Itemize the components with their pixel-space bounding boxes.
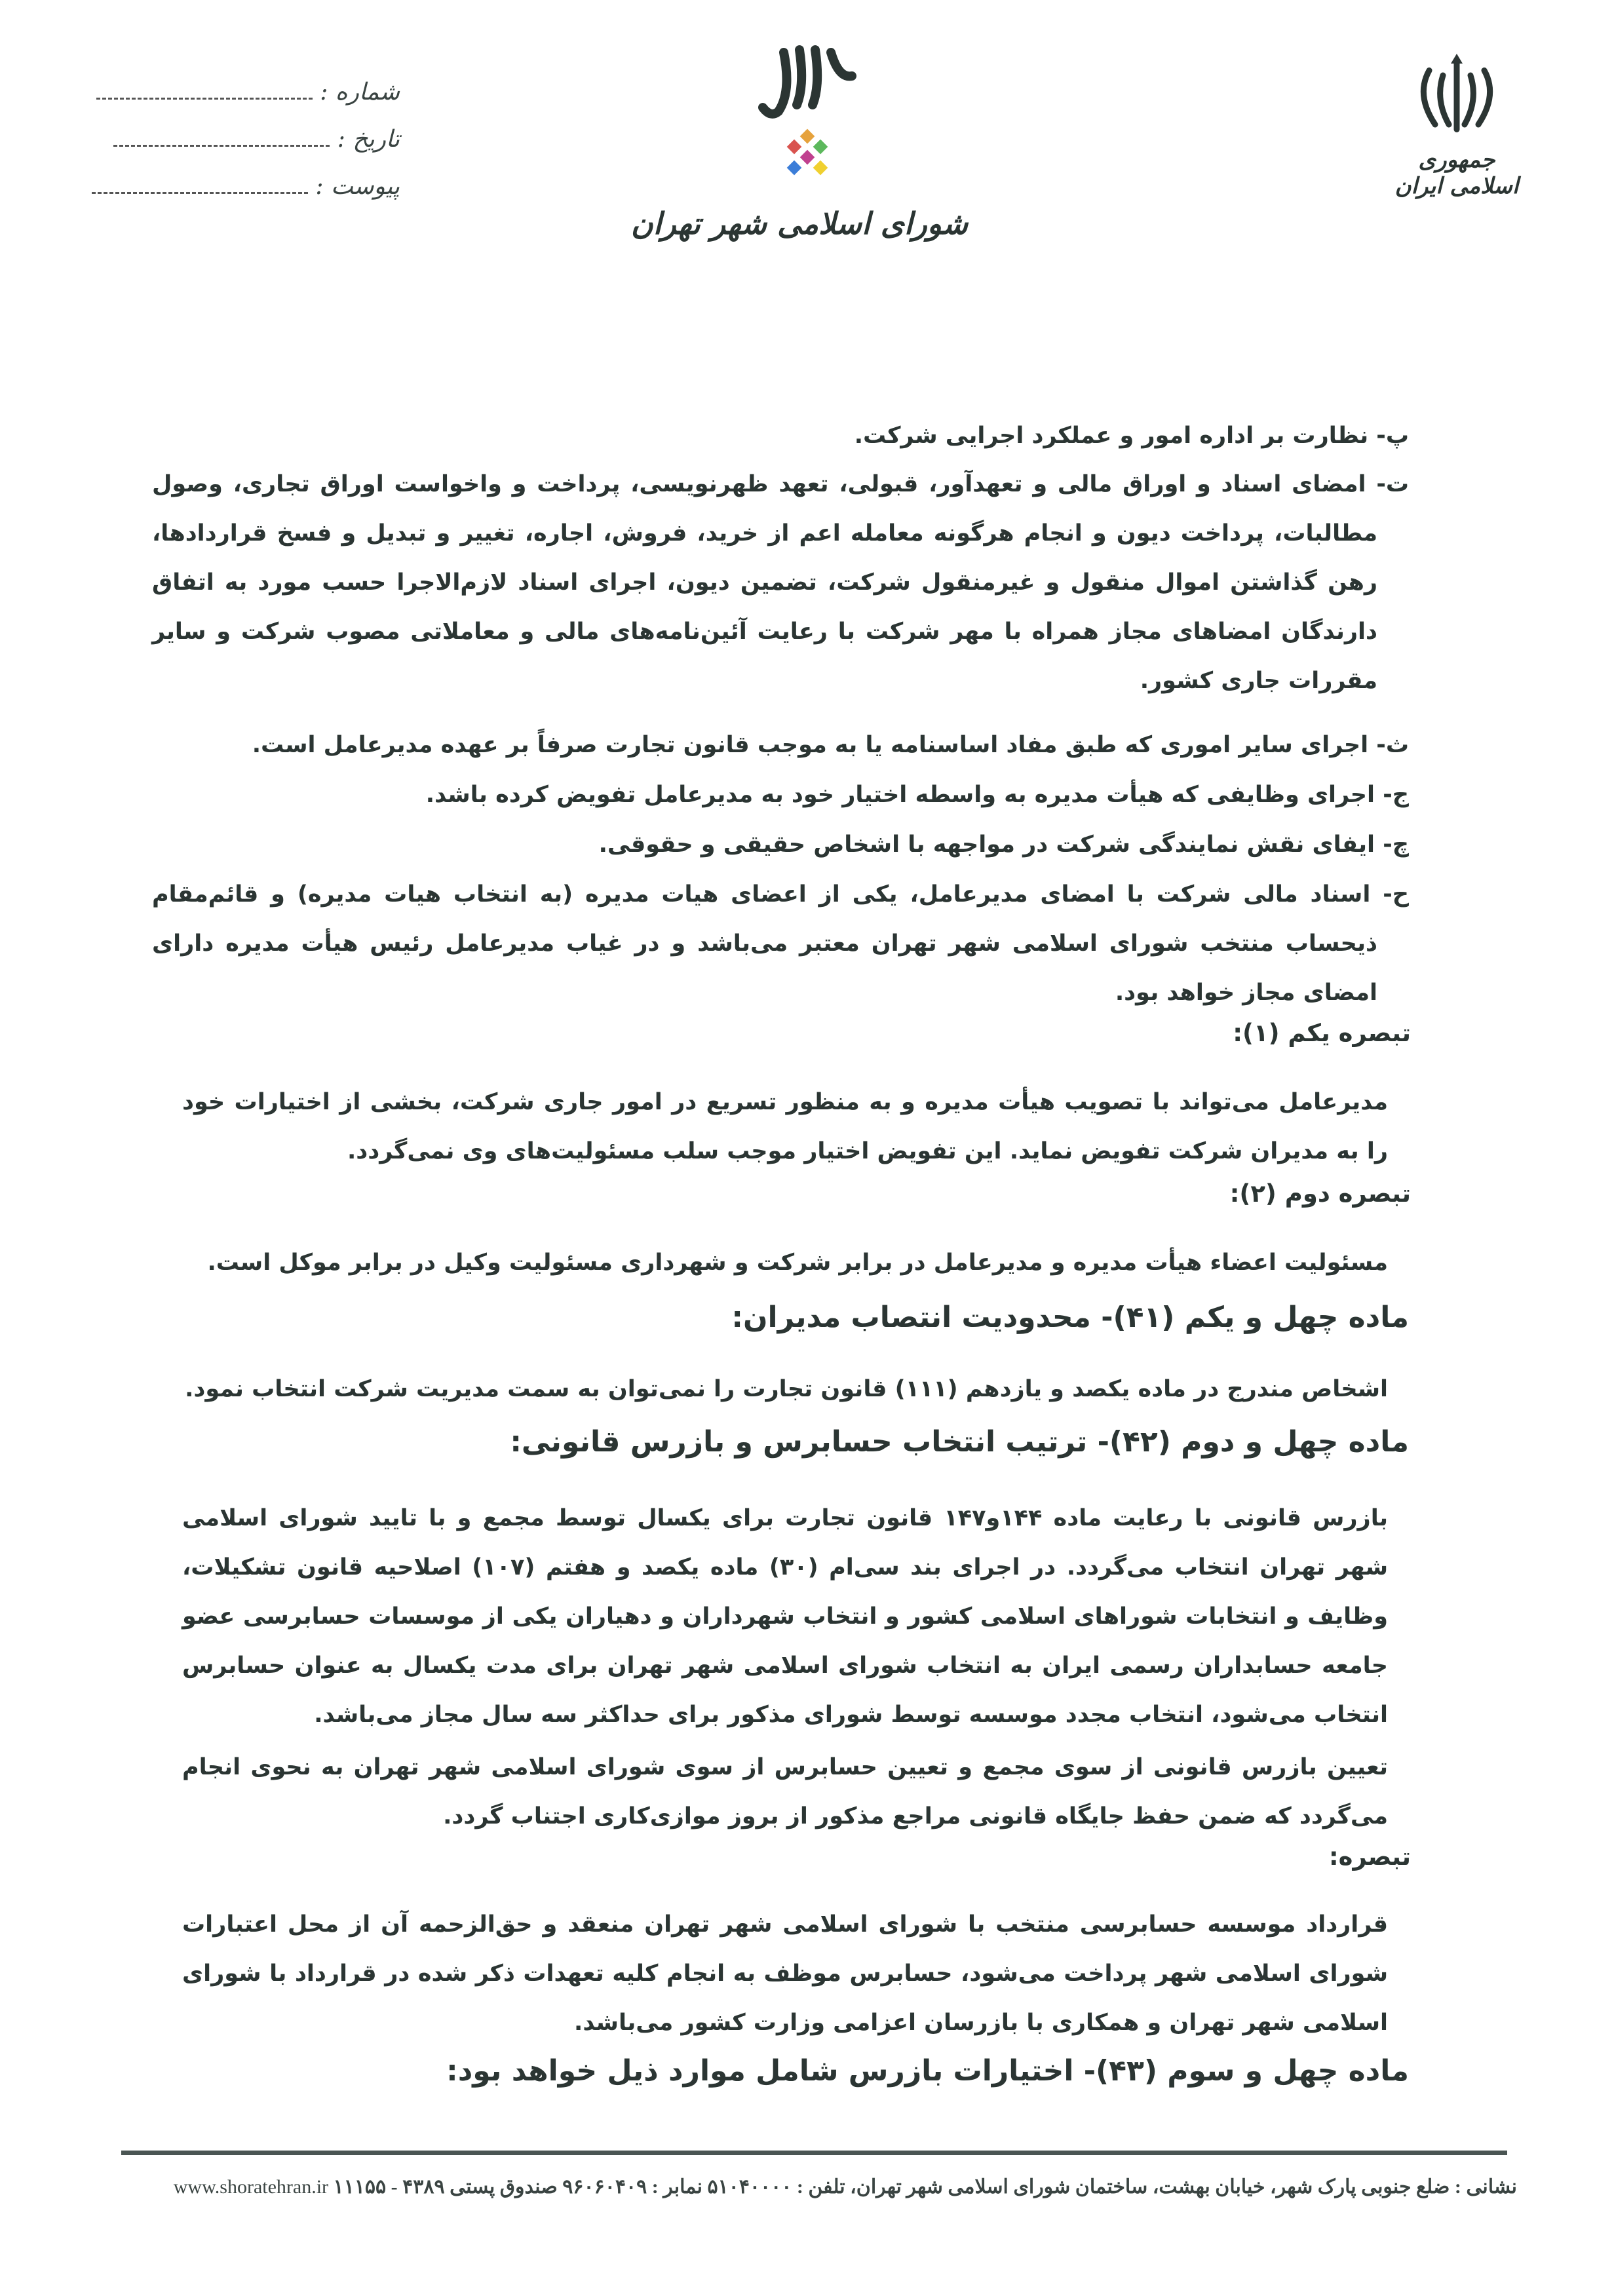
- item-label: پ-: [1376, 423, 1409, 449]
- article42-text-2: تعیین بازرس قانونی از سوی مجمع و تعیین حسابرس از سوی شورای اسلامی شهر تهران به نحوی انجام می‌گردد که ضمن حفظ جایگاه قانونی مراجع مذکور از بروز موازی‌کاری اجتناب گردد.: [182, 1754, 1388, 1829]
- document-meta: [92, 79, 400, 220]
- note3-text: قرارداد موسسه حسابرسی منتخب با شورای اسلامی شهر تهران منعقد و حق‌الزحمه آن از محل اعتبارات شورای اسلامی شهر پرداخت می‌شود، حسابرس موظف به انجام کلیه تعهدات ذکر شده در قرارداد با شورای اسلامی شهر تهران و همکاری با بازرسان اعزامی وزارت کشور می‌باشد.: [182, 1911, 1388, 2036]
- meta-number-field[interactable]: [96, 98, 313, 100]
- article41-text: اشخاص مندرج در ماده یکصد و یازدهم (۱۱۱) قانون تجارت را نمی‌توان به سمت مدیریت شرکت انتخاب نمود.: [185, 1376, 1388, 1402]
- council-logo: [629, 39, 970, 241]
- note2-title: تبصره دوم (۲):: [1229, 1179, 1411, 1208]
- meta-date: تاریخ :: [92, 126, 400, 173]
- item-text: نظارت بر اداره امور و عملکرد اجرایی شرکت.: [854, 423, 1369, 449]
- meta-attachment-label: پیوست: [331, 173, 400, 200]
- item-label: ت-: [1376, 471, 1410, 497]
- footer-address: نشانی : ضلع جنوبی پارک شهر، خیابان بهشت، ساختمان شورای اسلامی شهر تهران، تلفن : ۵۱۰۴۰۰۰۰ نمابر : ۹۶۰۶۰۴۰۹ صندوق پستی ۴۳۸۹ - ۱۱۱۵۵: [333, 2176, 1517, 2198]
- emblem-icon: [1408, 46, 1506, 144]
- meta-date-field[interactable]: [113, 145, 330, 147]
- footer: [121, 2175, 1517, 2198]
- note1-title: تبصره یکم (۱):: [1233, 1019, 1411, 1047]
- note2-text: مسئولیت اعضاء هیأت مدیره و مدیرعامل در برابر شرکت و شهرداری مسئولیت وکیل در برابر موکل است.: [207, 1250, 1388, 1276]
- meta-attachment: پیوست :: [92, 173, 400, 220]
- meta-number: شماره :: [92, 79, 400, 126]
- item-p: [152, 411, 1409, 461]
- note1-text: مدیرعامل می‌تواند با تصویب هیأت مدیره و به منظور تسریع در امور جاری شرکت، بخشی از اختیارات خود را به مدیران شرکت تفویض نماید. این تفویض اختیار موجب سلب مسئولیت‌های وی نمی‌گردد.: [182, 1089, 1388, 1164]
- footer-website[interactable]: www.shoratehran.ir: [173, 2176, 329, 2198]
- iran-emblem: [1381, 46, 1532, 199]
- meta-number-label: شماره: [335, 79, 400, 105]
- item-label: ث-: [1376, 732, 1409, 758]
- council-logo-icon: [734, 39, 865, 216]
- council-name: شورای اسلامی شهر تهران: [630, 206, 969, 241]
- article42-title: ماده چهل و دوم (۴۲)- ترتیب انتخاب حسابرس و بازرس قانونی:: [510, 1425, 1409, 1459]
- item-text: اجرای سایر اموری که طبق مفاد اساسنامه یا به موجب قانون تجارت صرفاً بر عهده مدیرعامل است.: [252, 732, 1369, 758]
- meta-attachment-field[interactable]: [92, 192, 308, 194]
- item-label: ج-: [1383, 782, 1409, 808]
- footer-rule: [121, 2151, 1507, 2155]
- item-t: [152, 460, 1409, 706]
- article42-text-1: بازرس قانونی با رعایت ماده ۱۴۴و۱۴۷ قانون تجارت برای یکسال توسط مجمع و با تایید شورای اسلامی شهر تهران انتخاب می‌گردد. در اجرای بند سی‌ام (۳۰) ماده یکصد و هفتم (۱۰۷) اصلاحیه قانون تشکیلات، وظایف و انتخابات شوراهای اسلامی کشور و انتخاب شهرداران و دهیاران یکی از موسسات حسابرسی عضو جامعه حسابداران رسمی ایران به انتخاب شورای اسلامی شهر تهران برای مدت یکسال به عنوان حسابرس انتخاب می‌شود، انتخاب مجدد موسسه توسط شورای مذکور برای حداکثر سه سال مجاز می‌باشد.: [182, 1505, 1389, 1728]
- meta-date-label: تاریخ: [353, 126, 400, 153]
- item-label: ح-: [1383, 881, 1410, 908]
- item-label: چ-: [1383, 832, 1409, 858]
- article43-title: ماده چهل و سوم (۴۳)- اختیارات بازرس شامل موارد ذیل خواهد بود:: [446, 2054, 1409, 2088]
- item-j: [152, 771, 1409, 820]
- note3-title: تبصره:: [1328, 1843, 1411, 1871]
- item-h: [152, 870, 1409, 1018]
- item-th: [152, 721, 1409, 770]
- emblem-caption: جمهوری اسلامی ایران: [1394, 147, 1519, 199]
- item-text: ایفای نقش نمایندگی شرکت در مواجهه با اشخاص حقیقی و حقوقی.: [598, 832, 1375, 858]
- item-text: اسناد مالی شرکت با امضای مدیرعامل، یکی از اعضای هیات مدیره (به انتخاب هیات مدیره) و قائم‌مقام ذیحساب منتخب شورای اسلامی شهر تهران معتبر می‌باشد و در غیاب مدیرعامل رئیس هیأت مدیره دارای امضای مجاز خواهد بود.: [152, 881, 1377, 1006]
- item-text: اجرای وظایفی که هیأت مدیره به واسطه اختیار خود به مدیرعامل تفویض کرده باشد.: [425, 782, 1375, 808]
- item-text: امضای اسناد و اوراق مالی و تعهدآور، قبولی، تعهد ظهرنویسی، پرداخت و واخواست اوراق تجاری، وصول مطالبات، پرداخت دیون و انجام هرگونه معامله اعم از خرید، فروش، اجاره، تغییر و تبدیل و فسخ قراردادها، رهن گذاشتن اموال منقول و غیرمنقول شرکت، تضمین دیون، اجرای اسناد لازم‌الاجرا حسب مورد به اتفاق دارندگان امضاهای مجاز همراه با مهر شرکت با رعایت آئین‌نامه‌های مالی و معاملاتی مصوب شرکت و سایر مقررات جاری کشور.: [152, 471, 1377, 694]
- article41-title: ماده چهل و یکم (۴۱)- محدودیت انتصاب مدیران:: [731, 1301, 1409, 1334]
- item-ch: [152, 820, 1409, 870]
